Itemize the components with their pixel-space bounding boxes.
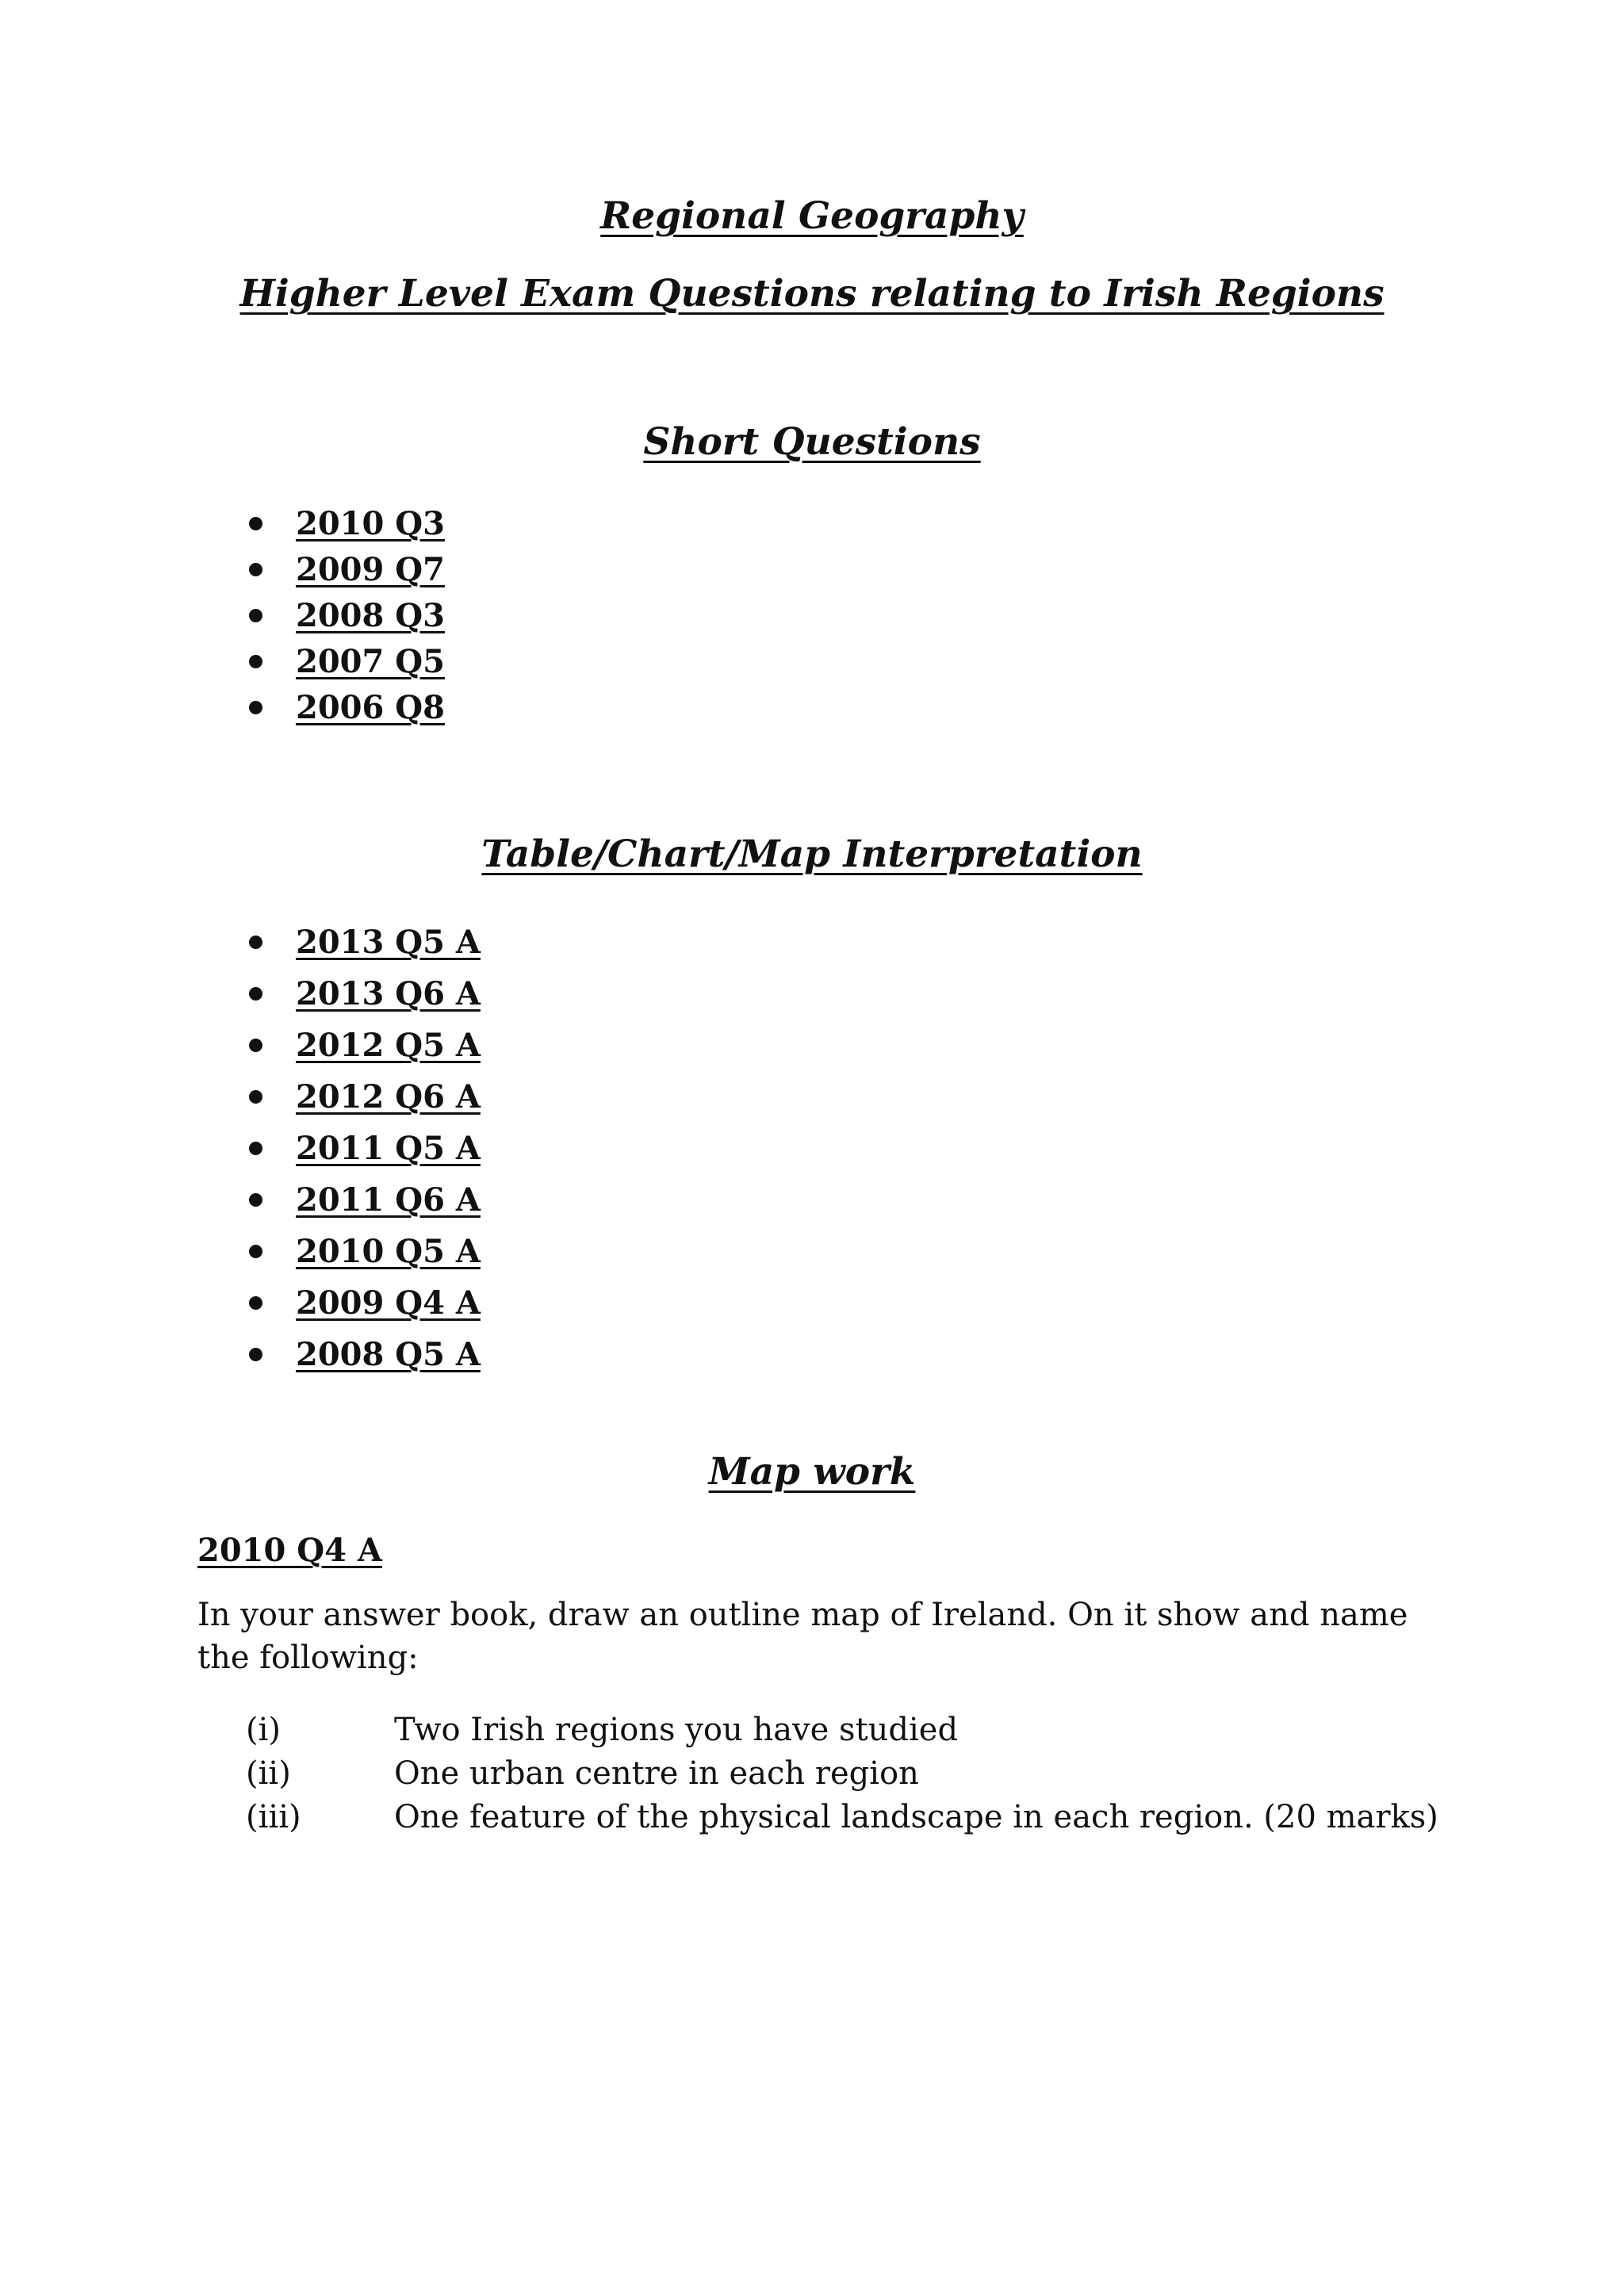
interpretation-question-link[interactable]: 2011 Q6 A <box>0 1174 481 1226</box>
page-subtitle: Higher Level Exam Questions relating to Irish Regions <box>239 272 1385 316</box>
short-question-link[interactable]: 2009 Q7 <box>0 547 445 593</box>
short-questions-list <box>0 501 445 731</box>
short-question-link[interactable]: 2008 Q3 <box>0 593 445 639</box>
item-number: (i) <box>246 1712 282 1748</box>
interpretation-question-link[interactable]: 2009 Q4 A <box>0 1277 481 1329</box>
map-work-question-ref[interactable]: 2010 Q4 A <box>197 1532 382 1569</box>
short-question-link[interactable]: 2007 Q5 <box>0 639 445 685</box>
bullet-icon <box>249 563 262 576</box>
bullet-icon <box>249 701 262 714</box>
interpretation-heading: Table/Chart/Map Interpretation <box>481 832 1143 876</box>
item-text: One urban centre in each region <box>394 1755 919 1792</box>
interpretation-question-link[interactable]: 2012 Q5 A <box>0 1020 481 1071</box>
interpretation-question-link[interactable]: 2012 Q6 A <box>0 1071 481 1123</box>
short-question-link[interactable]: 2006 Q8 <box>0 685 445 731</box>
bullet-icon <box>249 1348 262 1361</box>
page-title: Regional Geography <box>600 194 1024 238</box>
bullet-icon <box>249 517 262 530</box>
bullet-icon <box>249 1245 262 1258</box>
bullet-icon <box>249 1193 262 1207</box>
interpretation-list <box>0 916 481 1380</box>
bullet-icon <box>249 655 262 668</box>
interpretation-question-link[interactable]: 2010 Q5 A <box>0 1226 481 1277</box>
bullet-icon <box>249 1039 262 1052</box>
bullet-icon <box>249 1296 262 1310</box>
interpretation-question-link[interactable]: 2011 Q5 A <box>0 1123 481 1174</box>
bullet-icon <box>249 1142 262 1155</box>
bullet-icon <box>249 1090 262 1104</box>
item-number: (iii) <box>246 1799 301 1835</box>
bullet-icon <box>249 987 262 1001</box>
item-number: (ii) <box>246 1755 291 1792</box>
short-questions-heading: Short Questions <box>643 420 981 464</box>
short-question-link[interactable]: 2010 Q3 <box>0 501 445 547</box>
bullet-icon <box>249 609 262 622</box>
bullet-icon <box>249 936 262 949</box>
interpretation-question-link[interactable]: 2008 Q5 A <box>0 1329 481 1380</box>
interpretation-question-link[interactable]: 2013 Q6 A <box>0 968 481 1020</box>
item-text: One feature of the physical landscape in each region. (20 marks) <box>394 1799 1438 1835</box>
map-work-instruction: In your answer book, draw an outline map of Ireland. On it show and name the following: <box>197 1597 1408 1676</box>
map-work-heading: Map work <box>708 1450 916 1494</box>
interpretation-question-link[interactable]: 2013 Q5 A <box>0 916 481 968</box>
item-text: Two Irish regions you have studied <box>394 1712 959 1748</box>
